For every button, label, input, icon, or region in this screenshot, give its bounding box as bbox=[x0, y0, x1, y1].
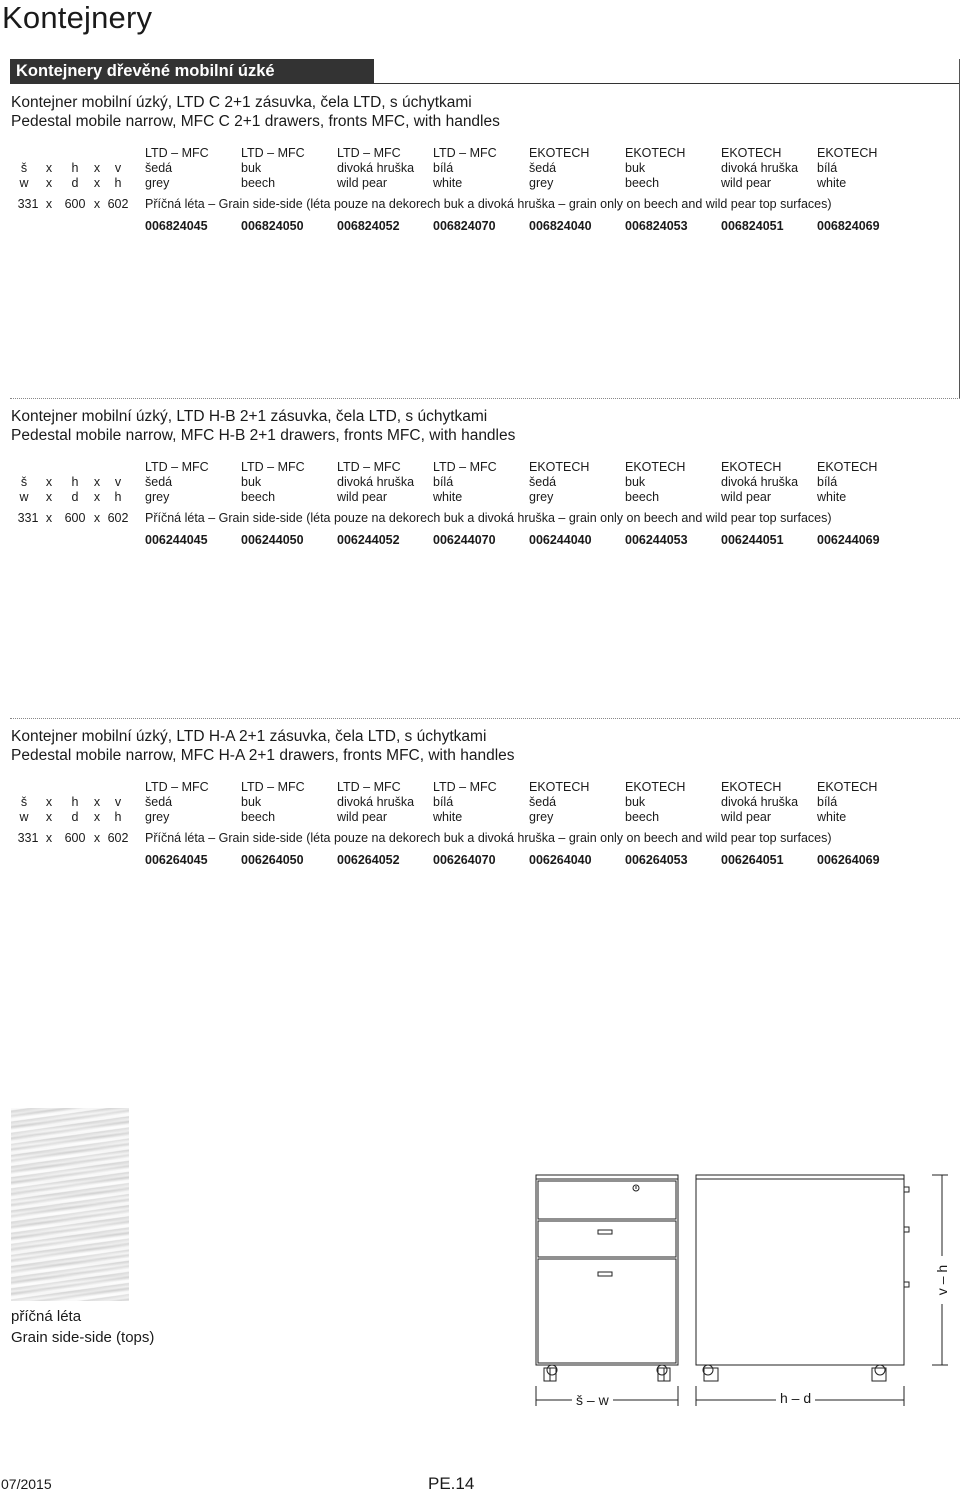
drawer-front-1 bbox=[538, 1181, 676, 1219]
color-label-en: wild pear bbox=[721, 176, 772, 190]
side-slide-2 bbox=[904, 1227, 909, 1232]
color-label-en: wild pear bbox=[721, 490, 772, 504]
article-code: 006824045 bbox=[145, 219, 208, 233]
color-label-cz: buk bbox=[241, 475, 262, 489]
color-label-en: grey bbox=[529, 810, 554, 824]
color-label-cz: bílá bbox=[433, 795, 454, 809]
article-code: 006824050 bbox=[241, 219, 304, 233]
color-label-cz: divoká hruška bbox=[337, 161, 415, 175]
dimension-value: x bbox=[93, 831, 101, 845]
color-label-en: white bbox=[433, 176, 463, 190]
color-label-cz: buk bbox=[625, 475, 646, 489]
grain-note: Příčná léta – Grain side-side (léta pouze na dekorech buk a divoká hruška – grain only on beech and wild pear top surfaces) bbox=[145, 197, 832, 211]
color-label-en: grey bbox=[529, 490, 554, 504]
article-code: 006264050 bbox=[241, 853, 304, 867]
material-label: EKOTECH bbox=[625, 146, 686, 160]
dimension-symbol-cz: š bbox=[20, 475, 28, 489]
article-code: 006264051 bbox=[721, 853, 784, 867]
dimension-symbol-cz: š bbox=[20, 795, 28, 809]
color-label-cz: buk bbox=[241, 795, 262, 809]
section-header: Kontejnery dřevěné mobilní úzké bbox=[10, 59, 374, 83]
footer-date: 07/2015 bbox=[1, 1476, 52, 1492]
color-label-en: grey bbox=[529, 176, 554, 190]
article-code: 006264040 bbox=[529, 853, 592, 867]
dimension-symbol-en: d bbox=[71, 810, 79, 824]
dimension-value: x bbox=[45, 511, 53, 525]
article-code: 006244069 bbox=[817, 533, 880, 547]
dimension-symbol-cz: v bbox=[114, 475, 122, 489]
material-label: EKOTECH bbox=[721, 460, 782, 474]
drawer-front-2 bbox=[538, 1221, 676, 1257]
color-label-en: beech bbox=[625, 176, 660, 190]
color-label-cz: šedá bbox=[529, 795, 557, 809]
dimension-value: x bbox=[45, 197, 53, 211]
material-label: LTD – MFC bbox=[241, 146, 305, 160]
dimension-symbol-en: h bbox=[114, 176, 122, 190]
dimension-symbol-cz: x bbox=[45, 795, 53, 809]
material-label: LTD – MFC bbox=[337, 460, 401, 474]
material-label: EKOTECH bbox=[817, 146, 878, 160]
handle-2 bbox=[598, 1272, 612, 1276]
side-slide-1 bbox=[904, 1187, 909, 1192]
color-label-cz: šedá bbox=[145, 161, 173, 175]
article-code: 006264053 bbox=[625, 853, 688, 867]
material-label: EKOTECH bbox=[529, 460, 590, 474]
color-label-en: beech bbox=[241, 490, 276, 504]
color-label-en: wild pear bbox=[337, 810, 388, 824]
color-label-cz: šedá bbox=[529, 475, 557, 489]
color-label-cz: šedá bbox=[529, 161, 557, 175]
article-code: 006244045 bbox=[145, 533, 208, 547]
color-label-en: grey bbox=[145, 176, 170, 190]
material-label: EKOTECH bbox=[625, 460, 686, 474]
dimension-value: 602 bbox=[107, 511, 129, 525]
color-label-cz: bílá bbox=[433, 161, 454, 175]
side-view-outline bbox=[696, 1175, 904, 1365]
material-label: EKOTECH bbox=[625, 780, 686, 794]
drawer-front-3 bbox=[538, 1259, 676, 1363]
material-label: LTD – MFC bbox=[433, 460, 497, 474]
color-label-cz: divoká hruška bbox=[337, 475, 415, 489]
dimension-value: x bbox=[93, 197, 101, 211]
product-title-en: Pedestal mobile narrow, MFC H-A 2+1 drawers, fronts MFC, with handles bbox=[11, 747, 515, 764]
color-label-en: wild pear bbox=[337, 490, 388, 504]
product-separator bbox=[10, 718, 960, 719]
color-label-en: beech bbox=[241, 810, 276, 824]
dimension-symbol-cz: x bbox=[93, 161, 101, 175]
dimension-symbol-cz: š bbox=[20, 161, 28, 175]
dimension-symbol-en: h bbox=[114, 490, 122, 504]
article-code: 006244053 bbox=[625, 533, 688, 547]
dimension-value: 602 bbox=[107, 831, 129, 845]
castor-side-right bbox=[875, 1365, 885, 1375]
product-title-en: Pedestal mobile narrow, MFC H-B 2+1 drawers, fronts MFC, with handles bbox=[11, 427, 516, 444]
footer-page-number: PE.14 bbox=[428, 1474, 475, 1493]
color-label-cz: šedá bbox=[145, 475, 173, 489]
material-label: LTD – MFC bbox=[145, 146, 209, 160]
dimension-symbol-en: w bbox=[19, 810, 29, 824]
dimension-symbol-en: d bbox=[71, 176, 79, 190]
article-code: 006824051 bbox=[721, 219, 784, 233]
product-title-cz: Kontejner mobilní úzký, LTD C 2+1 zásuvka, čela LTD, s úchytkami bbox=[11, 94, 472, 111]
article-code: 006244050 bbox=[241, 533, 304, 547]
material-label: LTD – MFC bbox=[145, 780, 209, 794]
color-label-cz: divoká hruška bbox=[337, 795, 415, 809]
grain-note: Příčná léta – Grain side-side (léta pouze na dekorech buk a divoká hruška – grain only on beech and wild pear top surfaces) bbox=[145, 511, 832, 525]
material-label: LTD – MFC bbox=[433, 146, 497, 160]
header-rule bbox=[10, 83, 960, 84]
article-code: 006824070 bbox=[433, 219, 496, 233]
dimension-symbol-en: w bbox=[19, 490, 29, 504]
grain-note: Příčná léta – Grain side-side (léta pouze na dekorech buk a divoká hruška – grain only on beech and wild pear top surfaces) bbox=[145, 831, 832, 845]
dimension-value: 600 bbox=[64, 197, 86, 211]
color-label-cz: bílá bbox=[433, 475, 454, 489]
color-label-en: white bbox=[817, 490, 847, 504]
color-label-en: beech bbox=[625, 810, 660, 824]
color-label-en: white bbox=[433, 810, 463, 824]
dimension-symbol-cz: h bbox=[71, 795, 79, 809]
material-label: EKOTECH bbox=[721, 780, 782, 794]
article-code: 006264045 bbox=[145, 853, 208, 867]
article-code: 006824040 bbox=[529, 219, 592, 233]
article-code: 006244070 bbox=[433, 533, 496, 547]
article-code: 006244040 bbox=[529, 533, 592, 547]
article-code: 006824069 bbox=[817, 219, 880, 233]
color-label-en: grey bbox=[145, 490, 170, 504]
page-title: Kontejnery bbox=[2, 0, 153, 35]
material-label: LTD – MFC bbox=[433, 780, 497, 794]
dimension-symbol-en: x bbox=[45, 810, 53, 824]
color-label-cz: buk bbox=[241, 161, 262, 175]
material-label: LTD – MFC bbox=[241, 780, 305, 794]
material-label: EKOTECH bbox=[817, 780, 878, 794]
material-label: EKOTECH bbox=[721, 146, 782, 160]
dimension-symbol-en: h bbox=[114, 810, 122, 824]
color-label-cz: bílá bbox=[817, 161, 838, 175]
dimension-symbol-en: x bbox=[93, 490, 101, 504]
product-separator bbox=[10, 398, 960, 399]
article-code: 006264052 bbox=[337, 853, 400, 867]
product-title-cz: Kontejner mobilní úzký, LTD H-A 2+1 zásuvka, čela LTD, s úchytkami bbox=[11, 728, 487, 745]
article-code: 006264069 bbox=[817, 853, 880, 867]
material-label: LTD – MFC bbox=[337, 146, 401, 160]
dimension-symbol-cz: x bbox=[93, 475, 101, 489]
material-label: EKOTECH bbox=[817, 460, 878, 474]
color-label-en: white bbox=[817, 176, 847, 190]
color-label-cz: šedá bbox=[145, 795, 173, 809]
color-label-en: wild pear bbox=[721, 810, 772, 824]
color-label-cz: bílá bbox=[817, 475, 838, 489]
article-code: 006264070 bbox=[433, 853, 496, 867]
article-code: 006824053 bbox=[625, 219, 688, 233]
color-label-en: beech bbox=[625, 490, 660, 504]
handle-1 bbox=[598, 1230, 612, 1234]
product-title-en: Pedestal mobile narrow, MFC C 2+1 drawers, fronts MFC, with handles bbox=[11, 113, 500, 130]
depth-dimension-label: h – d bbox=[776, 1390, 815, 1406]
pedestal-technical-drawing bbox=[528, 1160, 960, 1416]
dimension-symbol-cz: x bbox=[93, 795, 101, 809]
color-label-en: white bbox=[817, 810, 847, 824]
dimension-symbol-en: x bbox=[45, 176, 53, 190]
dimension-value: 331 bbox=[17, 511, 39, 525]
dimension-value: 331 bbox=[17, 197, 39, 211]
dimension-value: 600 bbox=[64, 511, 86, 525]
material-label: LTD – MFC bbox=[241, 460, 305, 474]
dimension-symbol-en: d bbox=[71, 490, 79, 504]
article-code: 006244051 bbox=[721, 533, 784, 547]
color-label-en: beech bbox=[241, 176, 276, 190]
article-code: 006824052 bbox=[337, 219, 400, 233]
color-label-en: grey bbox=[145, 810, 170, 824]
dimension-symbol-en: w bbox=[19, 176, 29, 190]
front-view-outline bbox=[536, 1175, 678, 1365]
material-label: EKOTECH bbox=[529, 146, 590, 160]
color-label-cz: divoká hruška bbox=[721, 161, 799, 175]
dimension-symbol-cz: v bbox=[114, 795, 122, 809]
side-slide-3 bbox=[904, 1282, 909, 1287]
dimension-symbol-cz: h bbox=[71, 161, 79, 175]
grain-swatch-image bbox=[11, 1108, 129, 1301]
color-label-cz: buk bbox=[625, 161, 646, 175]
color-label-cz: divoká hruška bbox=[721, 795, 799, 809]
width-dimension-label: š – w bbox=[572, 1392, 613, 1408]
dimension-symbol-cz: x bbox=[45, 475, 53, 489]
color-label-en: wild pear bbox=[337, 176, 388, 190]
color-label-cz: buk bbox=[625, 795, 646, 809]
dimension-symbol-cz: v bbox=[114, 161, 122, 175]
drawing-svg bbox=[528, 1160, 960, 1416]
dimension-value: 600 bbox=[64, 831, 86, 845]
article-code: 006244052 bbox=[337, 533, 400, 547]
material-label: LTD – MFC bbox=[145, 460, 209, 474]
dimension-symbol-en: x bbox=[93, 176, 101, 190]
color-label-cz: divoká hruška bbox=[721, 475, 799, 489]
color-label-en: white bbox=[433, 490, 463, 504]
material-label: EKOTECH bbox=[529, 780, 590, 794]
dimension-value: 602 bbox=[107, 197, 129, 211]
dimension-symbol-en: x bbox=[45, 490, 53, 504]
dimension-value: 331 bbox=[17, 831, 39, 845]
color-label-cz: bílá bbox=[817, 795, 838, 809]
height-dimension-label: v – h bbox=[934, 1256, 950, 1304]
dimension-value: x bbox=[93, 511, 101, 525]
swatch-label-en: Grain side-side (tops) bbox=[11, 1329, 155, 1346]
material-label: LTD – MFC bbox=[337, 780, 401, 794]
dimension-symbol-cz: h bbox=[71, 475, 79, 489]
dimension-symbol-cz: x bbox=[45, 161, 53, 175]
dimension-value: x bbox=[45, 831, 53, 845]
swatch-label-cz: příčná léta bbox=[11, 1308, 82, 1325]
product-title-cz: Kontejner mobilní úzký, LTD H-B 2+1 zásuvka, čela LTD, s úchytkami bbox=[11, 408, 488, 425]
dimension-symbol-en: x bbox=[93, 810, 101, 824]
